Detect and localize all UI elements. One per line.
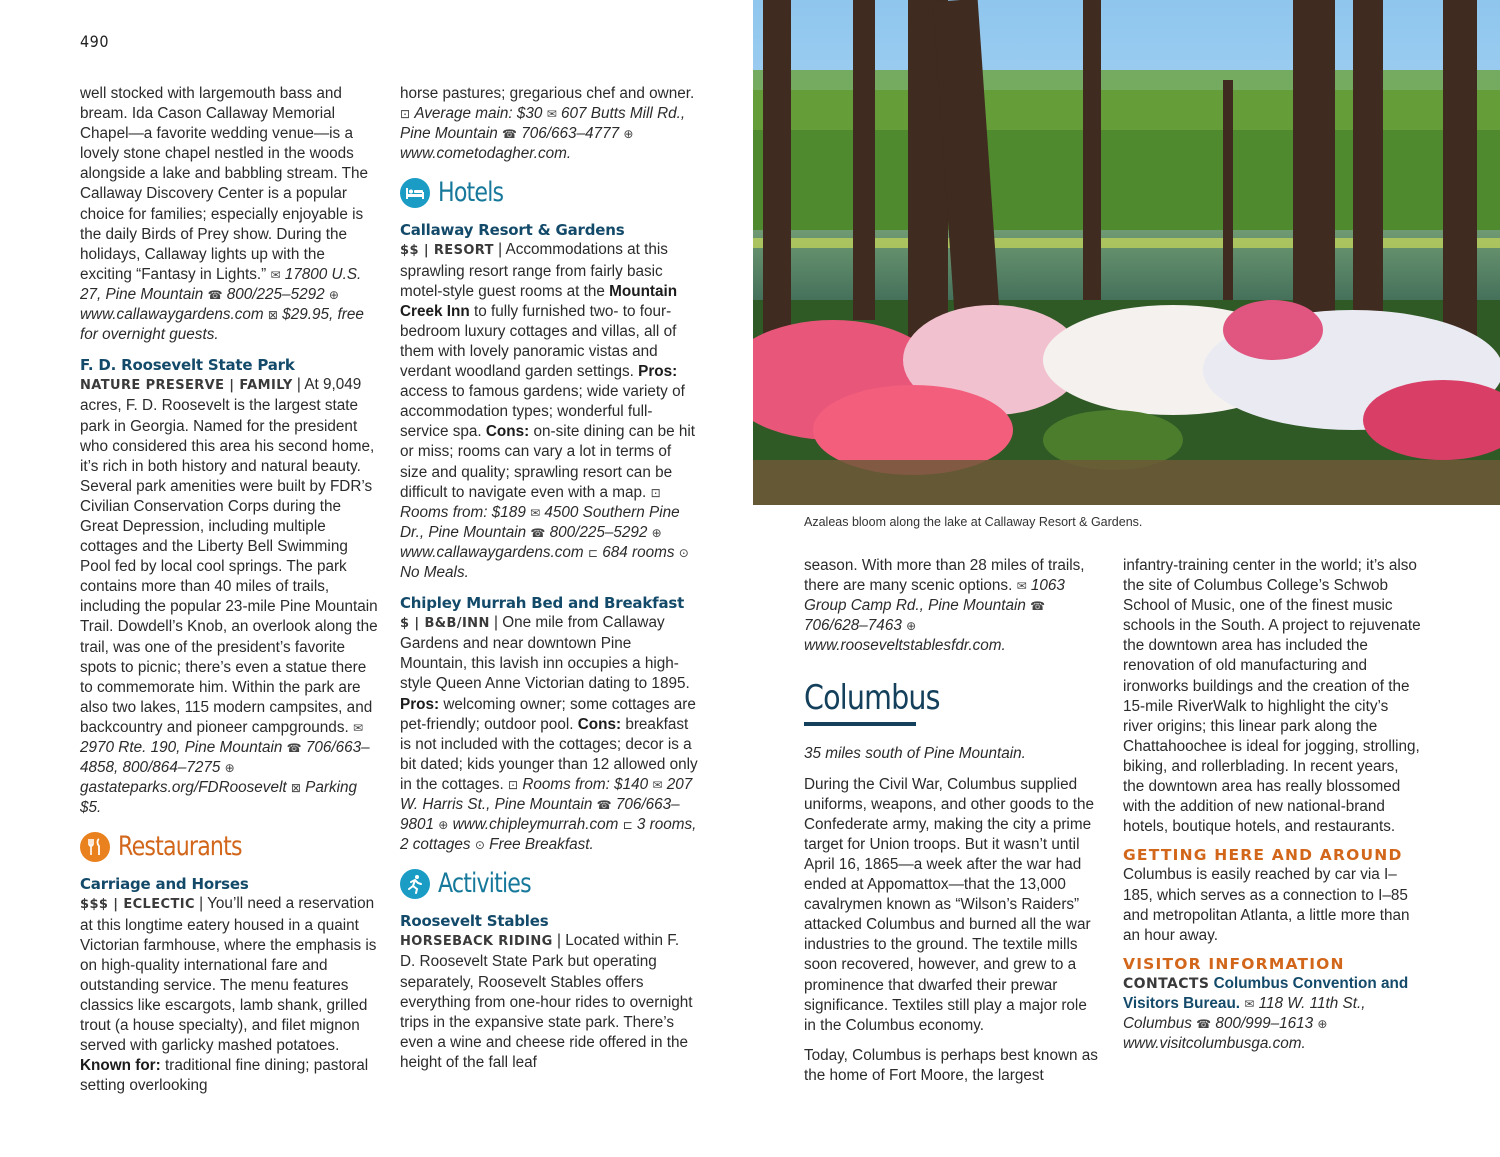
getting-here-heading: GETTING HERE AND AROUND (1123, 846, 1403, 865)
title-rule (804, 722, 916, 726)
city-title: Columbus (804, 678, 940, 719)
category-label: NATURE PRESERVE | FAMILY (80, 378, 293, 394)
meals: Free Breakfast. (489, 836, 594, 854)
website-link[interactable]: www.callawaygardens.com (400, 543, 584, 561)
website-link[interactable]: gastateparks.org/FDRoosevelt (80, 779, 287, 797)
activities-heading: Activities (400, 869, 698, 899)
stables-paragraph: HORSEBACK RIDING | Located within F. D. Roosevelt State Park but operating separately, Roosevelt Stables offers everything from one-hour rides to overnight trips in the expansive state park. There’s even a wine and cheese ride offered in the height of the fall leaf (400, 932, 693, 1071)
getting-here-paragraph: Columbus is easily reached by car via I–185, which serves as a connection to I–85 and metropolitan Atlanta, a little more than an hour away. (1123, 866, 1410, 944)
website-link[interactable]: www.visitcolumbusga.com. (1123, 1035, 1306, 1053)
address: 207 W. Harris St., Pine Mountain (400, 775, 693, 813)
address: 607 Butts Mill Rd., Pine Mountain (400, 105, 686, 143)
runner-icon (400, 869, 430, 899)
rooms: 684 rooms (602, 543, 675, 561)
price: Average main: $30 (414, 105, 543, 123)
mail-icon: ✉ (1016, 579, 1027, 594)
mail-icon: ✉ (270, 267, 281, 282)
phone-icon: ☎ (286, 741, 302, 755)
entry-title-carriage: Carriage and Horses (80, 875, 249, 894)
bureau-name: Columbus Convention and Visitors Bureau. (1123, 974, 1409, 1012)
city-subtitle: 35 miles south of Pine Mountain. (804, 745, 1026, 763)
azalea-lake-photo (753, 0, 1500, 505)
meal-icon: ⊙ (678, 545, 689, 560)
mail-icon: ✉ (530, 505, 541, 520)
globe-icon: ⊕ (224, 761, 235, 776)
globe-icon: ⊕ (438, 818, 449, 833)
mail-icon: ✉ (652, 777, 663, 792)
price: Rooms from: $140 (522, 775, 649, 793)
globe-icon: ⊕ (651, 525, 662, 540)
globe-icon: ⊕ (1317, 1017, 1328, 1032)
price: Parking $5. (80, 779, 358, 817)
hotels-heading: Hotels (400, 178, 698, 208)
meals: No Meals. (400, 563, 469, 581)
address: 4500 Southern Pine Dr., Pine Mountain (400, 503, 680, 541)
column-4 (1123, 556, 1421, 1054)
continued-paragraph: season. With more than 28 miles of trails, there are many scenic options. ✉ 1063 Group Camp Rd., Pine Mountain ☎ 706/628–7463 ⊕ www.rooseveltstablesfdr.com. (804, 557, 1085, 655)
category-label: HORSEBACK RIDING (400, 934, 553, 950)
intro-paragraph: well stocked with largemouth bass and bream. Ida Cason Callaway Memorial Chapel—a favorite wedding venue—is a lovely stone chapel nestled in the woods alongside a lake and babbling stream. The Callaway Discovery Center is a popular choice for families; especially enjoyable is the daily Birds of Prey show. During the holidays, Callaway lights up with the exciting “Fantasy in Lights.” ✉ 17800 U.S. 27, Pine Mountain ☎ 800/225–5292 ⊕ www.callawaygardens.com ⊠ $29.95, free for overnight guests. (80, 85, 369, 344)
column-2 (400, 84, 698, 1073)
entry-title-stables: Roosevelt Stables (400, 912, 549, 931)
entry-title-callaway: Callaway Resort & Gardens (400, 221, 625, 240)
website-link[interactable]: www.rooseveltstablesfdr.com. (804, 637, 1006, 655)
meal-icon: ⊙ (474, 838, 485, 853)
chipley-paragraph: $ | B&B/INN | One mile from Callaway Gardens and near downtown Pine Mountain, this lavish inn occupies a high-style Queen Anne Victorian dating to 1895. Pros: welcoming owner; some cottages are pet-friendly; outdoor pool. Cons: breakfast is not included with the cottages; decor is a bit dated; kids younger than 12 allowed only in the cottages. ⊡ Rooms from: $140 ✉ 207 W. Harris St., Pine Mountain ☎ 706/663–9801 ⊕ www.chipleymurrah.com ⊏ 3 rooms, 2 cottages ⊙ Free Breakfast. (400, 614, 698, 854)
page-number: 490 (80, 32, 109, 51)
phone-icon: ☎ (207, 287, 223, 302)
phone: 706/663–4777 (521, 125, 620, 143)
dollar-icon: ⊡ (508, 777, 519, 792)
website-link[interactable]: www.cometodagher.com. (400, 145, 572, 163)
continued-paragraph: infantry-training center in the world; it’s also the site of Columbus College’s Schwob School of Music, one of the finest music schools in the South. A project to rejuvenate the downtown area has included the renovation of old manufacturing and ironworks buildings and the creation of the 15-mile RiverWalk to highlight the city’s river origins; this linear park along the Chattahoochee is ideal for jogging, strolling, biking, and rollerblading. In recent years, the downtown area has really blossomed with the addition of new national-brand hotels, boutique hotels, and restaurants. (1123, 557, 1421, 836)
category-label: $$$ | ECLECTIC (80, 897, 195, 913)
category-label: $$ | RESORT (400, 243, 494, 259)
phone-icon: ☎ (530, 525, 546, 540)
entry-title-fdr-park: F. D. Roosevelt State Park (80, 356, 295, 375)
contacts-paragraph: CONTACTS Columbus Convention and Visitors Bureau. ✉ 118 W. 11th St., Columbus ☎ 800/999–1613 ⊕ www.visitcolumbusga.com. (1123, 974, 1409, 1053)
visitor-info-heading: VISITOR INFORMATION (1123, 954, 1345, 973)
address: 118 W. 11th St., Columbus (1123, 994, 1366, 1033)
address: 1063 Group Camp Rd., Pine Mountain (804, 577, 1065, 615)
address: 2970 Rte. 190, Pine Mountain (80, 739, 283, 756)
today-paragraph: Today, Columbus is perhaps best known as the home of Fort Moore, the largest (804, 1046, 1098, 1084)
bed-small-icon: ⊏ (622, 818, 633, 833)
phone: 800/225–5292 (549, 523, 648, 541)
history-paragraph: During the Civil War, Columbus supplied uniforms, weapons, and other goods to the Confederate army, making the city a prime target for Union troops. But it wasn’t until April 16, 1865—a week after the war had ended at Appomattox—that the 13,000 cavalrymen known as “Wilson’s Raiders” attacked Columbus and burned all the war industries to the ground. The textile mills soon recovered, however, and grew to a prominence that dwarfed their prewar significance. Textiles still play a major role in the Columbus economy. (804, 775, 1094, 1034)
mail-icon: ✉ (352, 720, 364, 735)
website-link[interactable]: www.callawaygardens.com (80, 306, 264, 324)
phone-icon: ☎ (502, 127, 517, 142)
continued-paragraph: horse pastures; gregarious chef and owner. ⊡ Average main: $30 ✉ 607 Butts Mill Rd., Pine Mountain ☎ 706/663–4777 ⊕ www.cometodagher.com. (400, 85, 695, 163)
address: 17800 U.S. 27, Pine Mountain (80, 265, 362, 303)
website-link[interactable]: www.chipleymurrah.com (452, 816, 619, 834)
price: $29.95, free for overnight guests. (80, 306, 364, 344)
phone-icon: ☎ (1196, 1017, 1212, 1032)
dollar-icon: ⊡ (650, 485, 661, 500)
bed-icon (400, 178, 430, 208)
category-label: $ | B&B/INN (400, 616, 490, 632)
callaway-paragraph: $$ | RESORT | Accommodations at this sprawling resort range from fairly basic motel-style guest rooms at the Mountain Creek Inn to fully furnished two- to four-bedroom luxury cottages and villas, all of them with lovely panoramic vistas and verdant woodland garden settings. Pros: access to famous gardens; wide variety of accommodation types; wonderful full-service spa. Cons: on-site dining can be hit or miss; rooms can vary a lot in terms of size and quality; sprawling resort can be difficult to navigate even with a map. ⊡ Rooms from: $189 ✉ 4500 Southern Pine Dr., Pine Mountain ☎ 800/225–5292 ⊕ www.callawaygardens.com ⊏ 684 rooms ⊙ No Meals. (400, 241, 696, 581)
rooms: 3 rooms, 2 cottages (400, 816, 697, 854)
mail-icon: ✉ (1244, 996, 1255, 1011)
photo-caption: Azaleas bloom along the lake at Callaway Resort & Gardens. (804, 515, 1143, 529)
globe-icon: ⊕ (328, 287, 339, 302)
phone: 706/663–9801 (400, 796, 680, 834)
ticket-icon: ⊠ (290, 781, 301, 796)
ticket-icon: ⊠ (267, 308, 278, 323)
fork-knife-icon (80, 832, 110, 862)
entry-title-chipley: Chipley Murrah Bed and Breakfast (400, 594, 685, 613)
dollar-icon: ⊡ (400, 107, 411, 122)
phone-icon: ☎ (596, 798, 612, 812)
phone: 706/663–4858, 800/864–7275 (80, 739, 370, 777)
globe-icon: ⊕ (623, 127, 634, 142)
bed-small-icon: ⊏ (587, 545, 598, 560)
fdr-paragraph: NATURE PRESERVE | FAMILY | At 9,049 acres, F. D. Roosevelt is the largest state park in Georgia. Named for the president who considered this area his second home, it’s rich in both history and natural beauty. Several park amenities were built by FDR’s Civilian Conservation Corps during the Great Depression, including multiple cottages and the Liberty Bell Swimming Pool fed by local cool springs. The park contains more than 40 miles of trails, including the popular 23-mile Pine Mountain Trail. Dowdell’s Knob, an overlook along the trail, was one of the president’s favorite spots to picnic; there’s even a statue there to commemorate him. Within the park are also two lakes, 115 modern campsites, and backcountry and pioneer campgrounds. ✉ 2970 Rte. 190, Pine Mountain ☎ 706/663–4858, 800/864–7275 ⊕ gastateparks.org/FDRoosevelt ⊠ Parking $5. (80, 376, 378, 817)
globe-icon: ⊕ (906, 619, 917, 634)
phone: 800/225–5292 (226, 285, 325, 303)
mail-icon: ✉ (546, 107, 557, 122)
phone: 800/999–1613 (1215, 1015, 1314, 1033)
phone-icon: ☎ (1030, 599, 1046, 614)
price: Rooms from: $189 (400, 503, 526, 521)
column-3 (804, 556, 1102, 1086)
phone: 706/628–7463 (804, 617, 902, 635)
restaurants-heading: Restaurants (80, 832, 378, 862)
column-1 (80, 84, 378, 1096)
carriage-paragraph: $$$ | ECLECTIC | You’ll need a reservation at this longtime eatery housed in a quaint Victorian farmhouse, where the emphasis is on high-quality international fare and outstanding service. The menu features classics like escargots, lamb shank, grilled trout (a house specialty), and filet mignon served with garlicky mashed potatoes. Known for: traditional fine dining; pastoral setting overlooking (80, 895, 377, 1095)
